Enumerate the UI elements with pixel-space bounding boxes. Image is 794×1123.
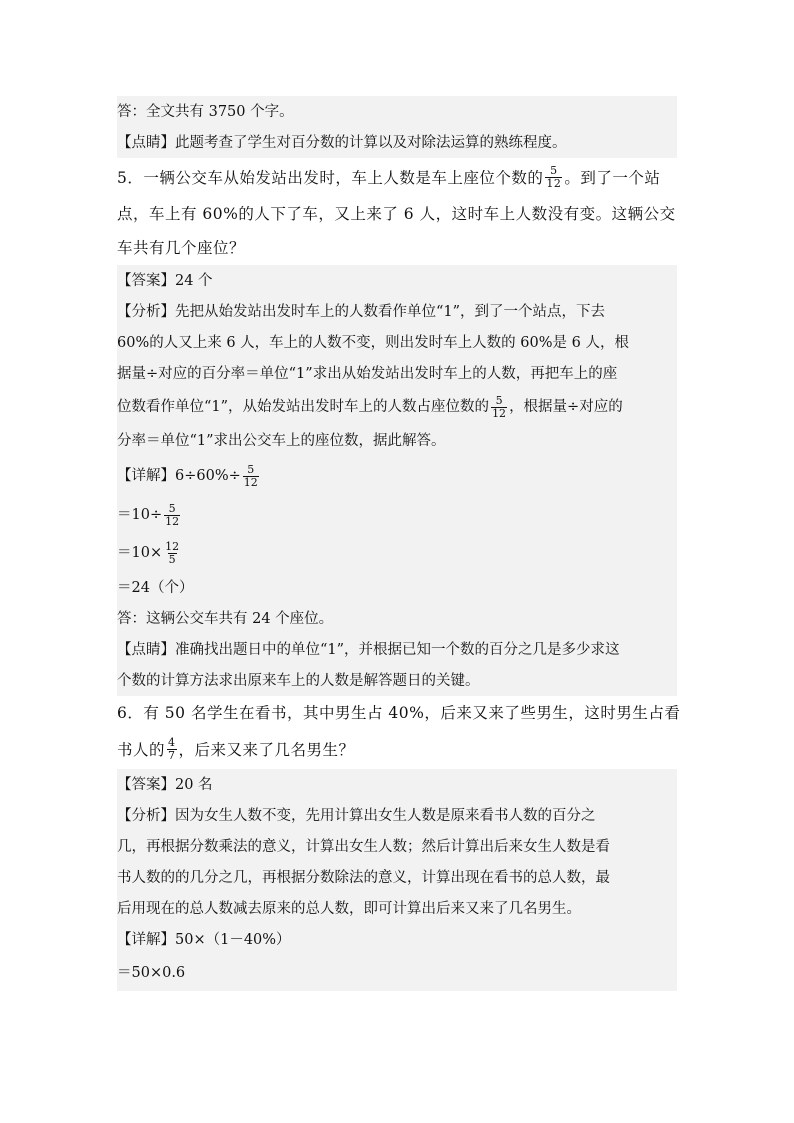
q5-line-1-end: 。到了一个站 <box>564 168 661 187</box>
analysis-tag: 【分析】 <box>117 303 175 320</box>
document-body <box>117 96 681 991</box>
analysis-text: 位数看作单位“1”，从始发站出发时车上的人数占座位数的 <box>117 399 490 415</box>
analysis-text: 因为女生人数不变，先用计算出女生人数是原来看书人数的百分之 <box>175 807 596 824</box>
q5-analysis-line-4 <box>117 389 677 425</box>
q6-line-2 <box>117 730 677 769</box>
q5-detail-line-1 <box>117 456 677 496</box>
analysis-text: 先把从始发站出发时车上的人数看作单位“1”，到了一个站点，下去 <box>175 303 606 320</box>
fraction-denominator: 5 <box>168 552 176 566</box>
fraction-denominator: 12 <box>165 514 180 528</box>
fraction-5-12 <box>164 503 180 528</box>
fraction-numerator: 12 <box>165 539 180 553</box>
q5-detail-line-3 <box>117 534 677 572</box>
fraction-numerator: 5 <box>495 393 503 407</box>
analysis-tag: 【分析】 <box>117 807 175 824</box>
detail-expression: ＝10÷ <box>117 507 163 523</box>
fraction-denominator: 12 <box>492 406 507 420</box>
prev-solution-block <box>117 96 677 158</box>
q5-analysis-line-3: 据量÷对应的百分率＝单位“1”求出从始发站出发时车上的人数，再把车上的座 <box>117 365 618 382</box>
q5-analysis-line-2: 60%的人又上来 6 人，车上的人数不变，则出发时车上人数的 60%是 6 人，根 <box>117 334 629 351</box>
fraction-5-12 <box>491 395 507 420</box>
fraction-numerator: 4 <box>168 736 176 749</box>
prev-answer: 答：全文共有 3750 个字。 <box>117 103 294 120</box>
q5-answer <box>117 265 677 296</box>
q5-line-1 <box>117 158 677 197</box>
fraction-numerator: 5 <box>168 501 176 515</box>
q5-comment-line-1: 【点睛】准确找出题日中的单位“1”，并根据已知一个数的百分之几是多少求这 <box>117 641 620 658</box>
q6-detail-line-2: ＝50×0.6 <box>117 965 186 981</box>
detail-tag: 【详解】 <box>117 931 175 948</box>
fraction-4-7 <box>167 737 177 762</box>
fraction-12-5 <box>164 541 180 566</box>
q6-line-1: 6．有 50 名学生在看书，其中男生占 40%，后来又来了些男生，这时男生占看 <box>117 704 681 722</box>
answer-tag: 【答案】 <box>117 272 175 289</box>
detail-expression: 50×（1－40%） <box>175 931 291 948</box>
q6-analysis-line-1 <box>117 800 677 831</box>
q6-answer <box>117 769 677 800</box>
q6-line-2-end: ，后来又来了几名男生？ <box>178 740 355 759</box>
q5-line-1-text: 5．一辆公交车从始发站出发时，车上人数是车上座位个数的 <box>117 168 544 187</box>
fraction-denominator: 12 <box>243 475 258 489</box>
question-6 <box>117 696 681 769</box>
q5-line-3: 车共有几个座位？ <box>117 239 246 257</box>
q5-detail-line-2 <box>117 496 677 534</box>
detail-expression: 6÷60%÷ <box>175 468 241 484</box>
q5-solution-block <box>117 265 677 696</box>
q5-detail-line-4: ＝24（个） <box>117 579 194 596</box>
q6-analysis-line-3: 书人数的的几分之几，再根据分数除法的意义，计算出现在看书的总人数，最 <box>117 869 610 886</box>
answer-tag: 【答案】 <box>117 776 175 793</box>
q6-analysis-line-2: 几，再根据分数乘法的意义，计算出女生人数；然后计算出后来女生人数是看 <box>117 838 610 855</box>
q6-line-2-text: 书人的 <box>117 740 166 759</box>
analysis-text: ，根据量÷对应的 <box>509 399 623 415</box>
fraction-5-12 <box>545 165 562 190</box>
q5-analysis-line-1 <box>117 296 677 327</box>
q6-solution-block <box>117 769 677 991</box>
q6-detail-line-1 <box>117 924 677 955</box>
detail-expression: ＝10× <box>117 545 163 561</box>
prev-comment: 【点睛】此题考查了学生对百分数的计算以及对除法运算的熟练程度。 <box>117 134 567 151</box>
q5-comment-line-2: 个数的计算方法求出原来车上的人数是解答题日的关键。 <box>117 672 480 689</box>
fraction-numerator: 5 <box>247 462 255 476</box>
fraction-numerator: 5 <box>550 164 558 177</box>
q5-analysis-line-5: 分率＝单位“1”求出公交车上的座位数，据此解答。 <box>117 432 446 449</box>
fraction-5-12 <box>243 464 259 489</box>
fraction-denominator: 12 <box>546 177 562 190</box>
answer-value: 24 个 <box>175 272 213 289</box>
q5-conclusion: 答：这辆公交车共有 24 个座位。 <box>117 610 334 627</box>
question-5 <box>117 158 677 265</box>
fraction-denominator: 7 <box>168 749 176 762</box>
answer-value: 20 名 <box>175 776 213 793</box>
detail-tag: 【详解】 <box>117 468 175 484</box>
q5-line-2: 点，车上有 60%的人下了车，又上来了 6 人，这时车上人数没有变。这辆公交 <box>117 205 676 223</box>
q6-analysis-line-4: 后用现在的总人数减去原来的总人数，即可计算出后来又来了几名男生。 <box>117 900 581 917</box>
